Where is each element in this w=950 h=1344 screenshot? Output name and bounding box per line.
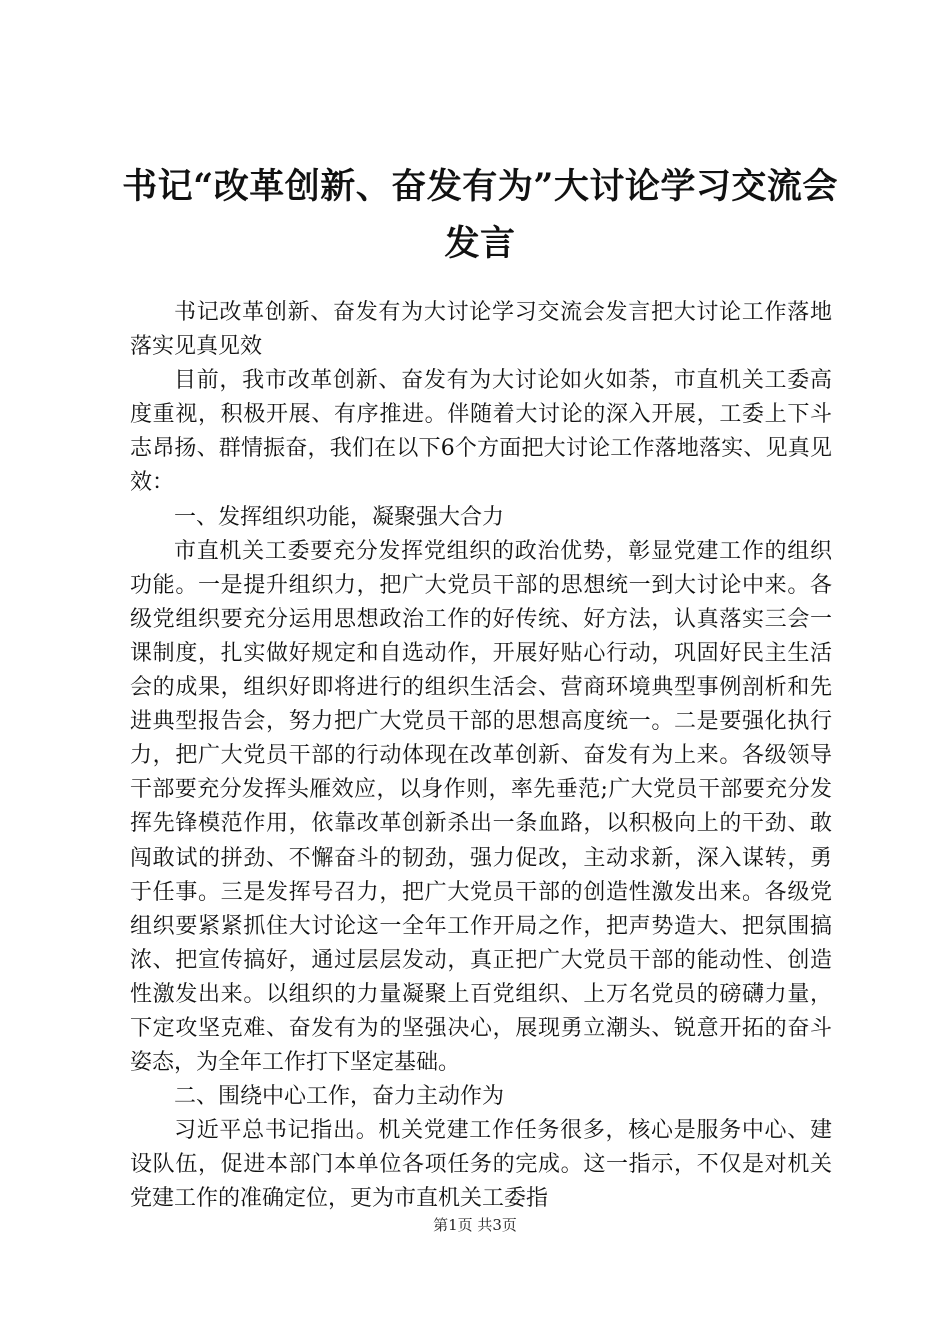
section-heading: 一、发挥组织功能，凝聚强大合力 [174, 504, 505, 530]
document-body [130, 296, 832, 1217]
intro-paragraph: 书记改革创新、奋发有为大讨论学习交流会发言把大讨论工作落地落实见真见效 [130, 300, 832, 360]
page-footer: 第1页 共3页 [433, 1216, 517, 1234]
section-heading: 二、围绕中心工作，奋力主动作为 [174, 1084, 505, 1110]
document-title: 书记“改革创新、奋发有为”大讨论学习交流会发言 [122, 166, 838, 264]
body-paragraph: 市直机关工委要充分发挥党组织的政治优势，彰显党建工作的组织功能。一是提升组织力，把广大党员干部的思想统一到大讨论中来。各级党组织要充分运用思想政治工作的好传统、好方法，认真落实三会一课制度，扎实做好规定和自选动作，开展好贴心行动，巩固好民主生活会的成果，组织好即将进行的组织生活会、营商环境典型事例剖析和先进典型报告会，努力把广大党员干部的思想高度统一。二是要强化执行力，把广大党员干部的行动体现在改革创新、奋发有为上来。各级领导干部要充分发挥头雁效应，以身作则，率先垂范;广大党员干部要充分发挥先锋模范作用，依靠改革创新杀出一条血路，以积极向上的干劲、敢闯敢试的拼劲、不懈奋斗的韧劲，强力促改，主动求新，深入谋转，勇于任事。三是发挥号召力，把广大党员干部的创造性激发出来。各级党组织要紧紧抓住大讨论这一全年工作开局之作，把声势造大、把氛围搞浓、把宣传搞好，通过层层发动，真正把广大党员干部的能动性、创造性激发出来。以组织的力量凝聚上百党组织、上万名党员的磅礴力量，下定攻坚克难、奋发有为的坚强决心，展现勇立潮头、锐意开拓的奋斗姿态，为全年工作打下坚定基础。 [130, 538, 832, 1076]
body-paragraph: 目前，我市改革创新、奋发有为大讨论如火如荼，市直机关工委高度重视，积极开展、有序推进。伴随着大讨论的深入开展，工委上下斗志昂扬、群情振奋，我们在以下6个方面把大讨论工作落地落实、见真见效： [130, 368, 832, 496]
body-paragraph: 习近平总书记指出。机关党建工作任务很多，核心是服务中心、建设队伍，促进本部门本单位各项任务的完成。这一指示，不仅是对机关党建工作的准确定位，更为市直机关工委指 [130, 1118, 832, 1212]
